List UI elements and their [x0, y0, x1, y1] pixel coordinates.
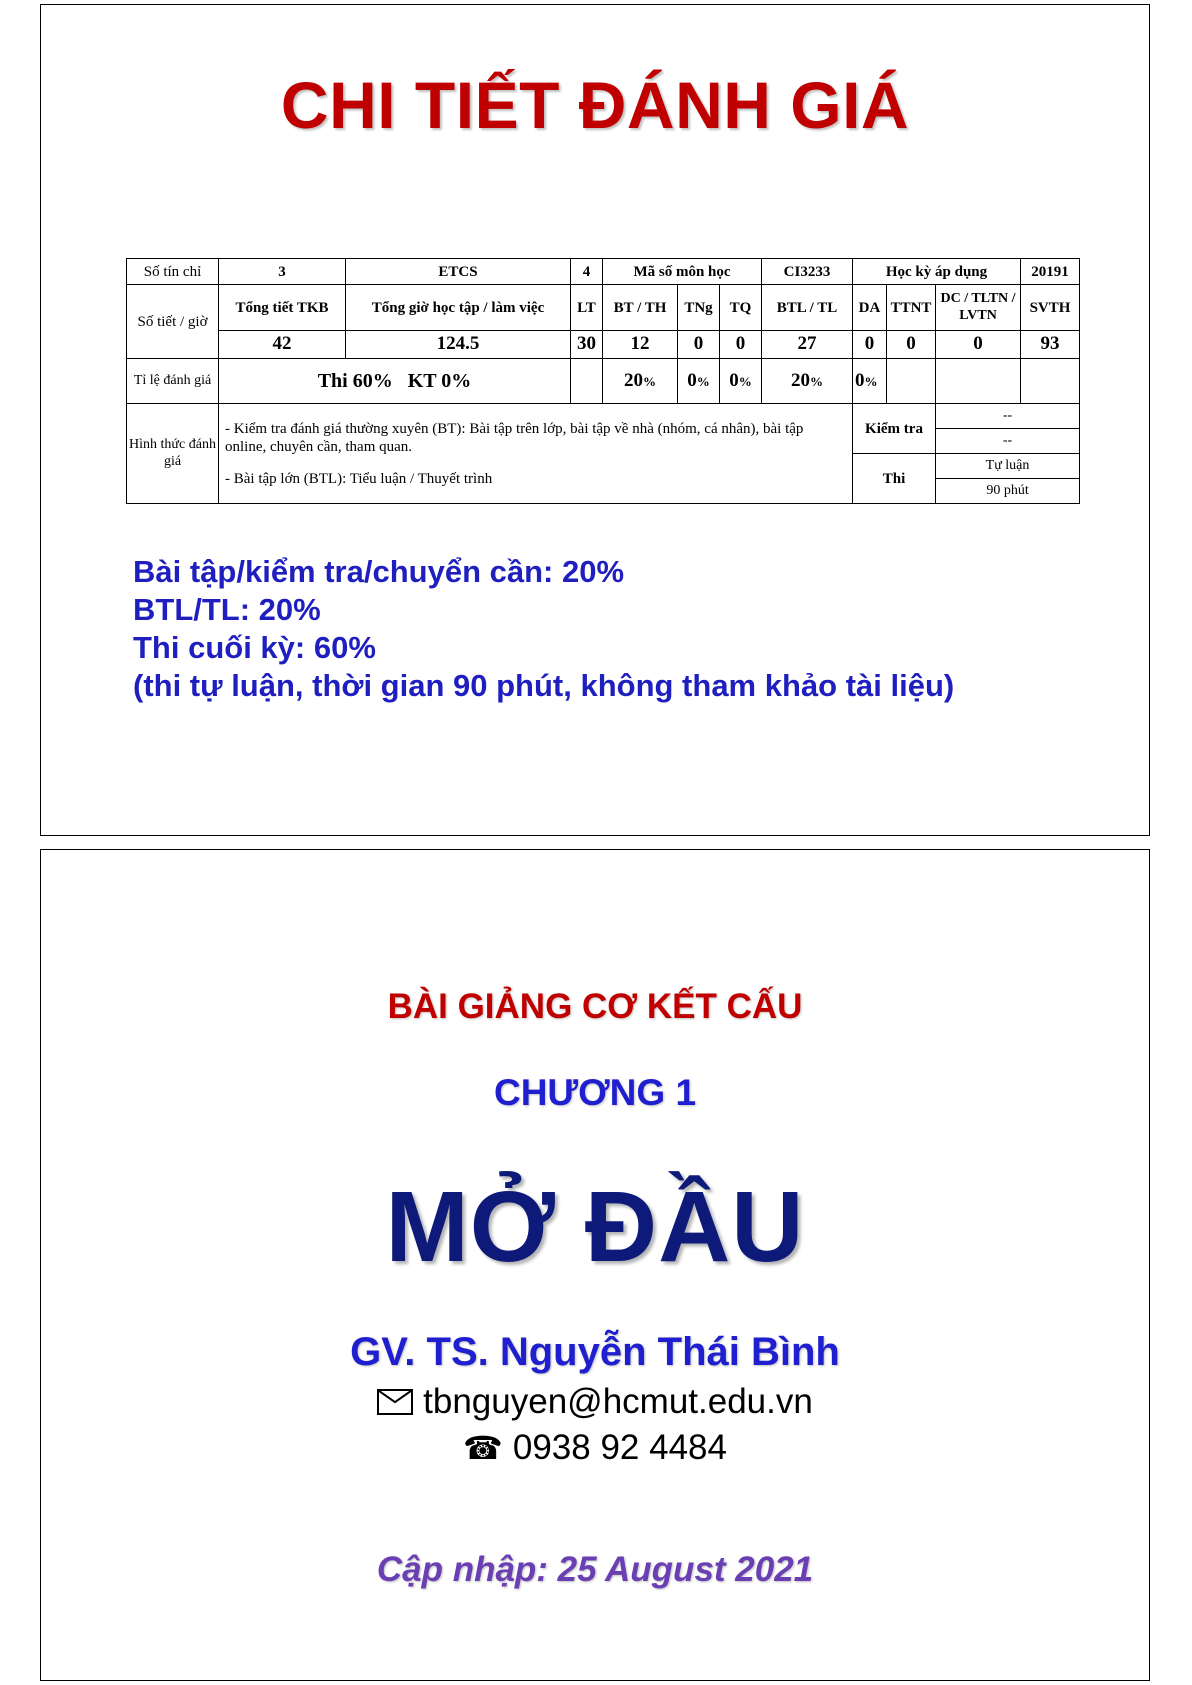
table-row — [127, 259, 1080, 285]
phone-icon: ☎ — [463, 1429, 503, 1467]
quiz-form: -- — [936, 404, 1080, 429]
exam-duration: 90 phút — [936, 479, 1080, 504]
author-email — [41, 1382, 1149, 1422]
summary-line: BTL/TL: 20% — [133, 592, 321, 627]
header-cell: BTL / TL — [762, 285, 853, 331]
btl-ratio-value: 20 — [791, 369, 810, 391]
empty-cell — [571, 359, 603, 404]
empty-cell — [936, 359, 1021, 404]
slide-title: CHI TIẾT ĐÁNH GIÁ — [280, 68, 910, 142]
envelope-icon — [377, 1389, 413, 1415]
exam-ratio: Thi 60% KT 0% — [219, 359, 571, 404]
value-cell: 0 — [720, 331, 762, 359]
evaluation-summary — [133, 553, 954, 705]
email-text: tbnguyen@hcmut.edu.vn — [423, 1382, 813, 1421]
empty-cell — [1021, 359, 1080, 404]
value-cell: 12 — [603, 331, 678, 359]
value-cell: 30 — [571, 331, 603, 359]
empty-cell — [887, 359, 936, 404]
bt-ratio-value: 20 — [624, 369, 643, 391]
semester-value: 20191 — [1021, 259, 1080, 285]
summary-line: Thi cuối kỳ: 60% — [133, 630, 376, 665]
header-cell: DA — [853, 285, 887, 331]
phone-text: 0938 92 4484 — [512, 1428, 727, 1467]
course-title: BÀI GIẢNG CƠ KẾT CẤU — [387, 987, 803, 1026]
course-code-label: Mã số môn học — [603, 259, 762, 285]
bt-ratio — [603, 359, 678, 404]
header-cell: LT — [571, 285, 603, 331]
chapter-title: MỞ ĐẦU — [385, 1171, 805, 1283]
quiz-duration: -- — [936, 429, 1080, 454]
author-name: GV. TS. Nguyễn Thái Bình — [350, 1330, 840, 1374]
chapter-number: CHƯƠNG 1 — [493, 1072, 697, 1113]
credits-label: Số tín chỉ — [127, 259, 219, 285]
header-cell: BT / TH — [603, 285, 678, 331]
hours-label: Số tiết / giờ — [127, 285, 219, 359]
evaluation-table — [126, 258, 1080, 504]
course-code-value: CI3233 — [762, 259, 853, 285]
etcs-value: 4 — [571, 259, 603, 285]
value-cell: 27 — [762, 331, 853, 359]
table-row — [127, 404, 1080, 429]
percent-sign: % — [810, 373, 823, 389]
btl-ratio — [762, 359, 853, 404]
percent-sign: % — [864, 373, 878, 389]
ratio-label: Tỉ lệ đánh giá — [127, 359, 219, 404]
value-cell: 0 — [936, 331, 1021, 359]
da-ratio-value: 0 — [855, 369, 865, 391]
value-cell: 0 — [887, 331, 936, 359]
tq-ratio — [720, 359, 762, 404]
author-phone — [41, 1428, 1149, 1468]
tq-ratio-value: 0 — [729, 369, 739, 391]
header-cell: TTNT — [887, 285, 936, 331]
value-cell: 124.5 — [346, 331, 571, 359]
value-cell: 0 — [678, 331, 720, 359]
form-label: Hình thức đánh giá — [127, 404, 219, 504]
table-row — [127, 331, 1080, 359]
percent-sign: % — [643, 373, 656, 389]
value-cell: 93 — [1021, 331, 1080, 359]
table-row — [127, 285, 1080, 331]
exam-label: Thi — [853, 454, 936, 504]
header-cell: TNg — [678, 285, 720, 331]
slide-chapter-cover — [40, 849, 1150, 1681]
header-cell: Tổng tiết TKB — [219, 285, 346, 331]
header-cell: TQ — [720, 285, 762, 331]
slide-evaluation — [40, 4, 1150, 836]
header-cell: DC / TLTN / LVTN — [936, 285, 1021, 331]
summary-line: (thi tự luận, thời gian 90 phút, không tham khảo tài liệu) — [133, 668, 955, 703]
tng-ratio — [678, 359, 720, 404]
summary-line: Bài tập/kiểm tra/chuyển cần: 20% — [133, 554, 625, 589]
form-description-line: - Kiểm tra đánh giá thường xuyên (BT): Bài tập trên lớp, bài tập về nhà (nhóm, cá nhân), bài tập online, chuyên cần, tham quan. — [225, 420, 804, 455]
da-ratio — [853, 359, 887, 404]
credits-value: 3 — [219, 259, 346, 285]
table-row — [127, 359, 1080, 404]
percent-sign: % — [696, 373, 710, 389]
header-cell: Tổng giờ học tập / làm việc — [346, 285, 571, 331]
form-description-line: - Bài tập lớn (BTL): Tiểu luận / Thuyết trình — [225, 470, 493, 487]
quiz-label: Kiểm tra — [853, 404, 936, 454]
semester-label: Học kỳ áp dụng — [853, 259, 1021, 285]
value-cell: 0 — [853, 331, 887, 359]
tng-ratio-value: 0 — [687, 369, 697, 391]
header-cell: SVTH — [1021, 285, 1080, 331]
percent-sign: % — [738, 373, 752, 389]
exam-form: Tự luận — [936, 454, 1080, 479]
updated-date: Cập nhập: 25 August 2021 — [376, 1550, 814, 1589]
etcs-label: ETCS — [346, 259, 571, 285]
form-description — [219, 404, 853, 504]
value-cell: 42 — [219, 331, 346, 359]
